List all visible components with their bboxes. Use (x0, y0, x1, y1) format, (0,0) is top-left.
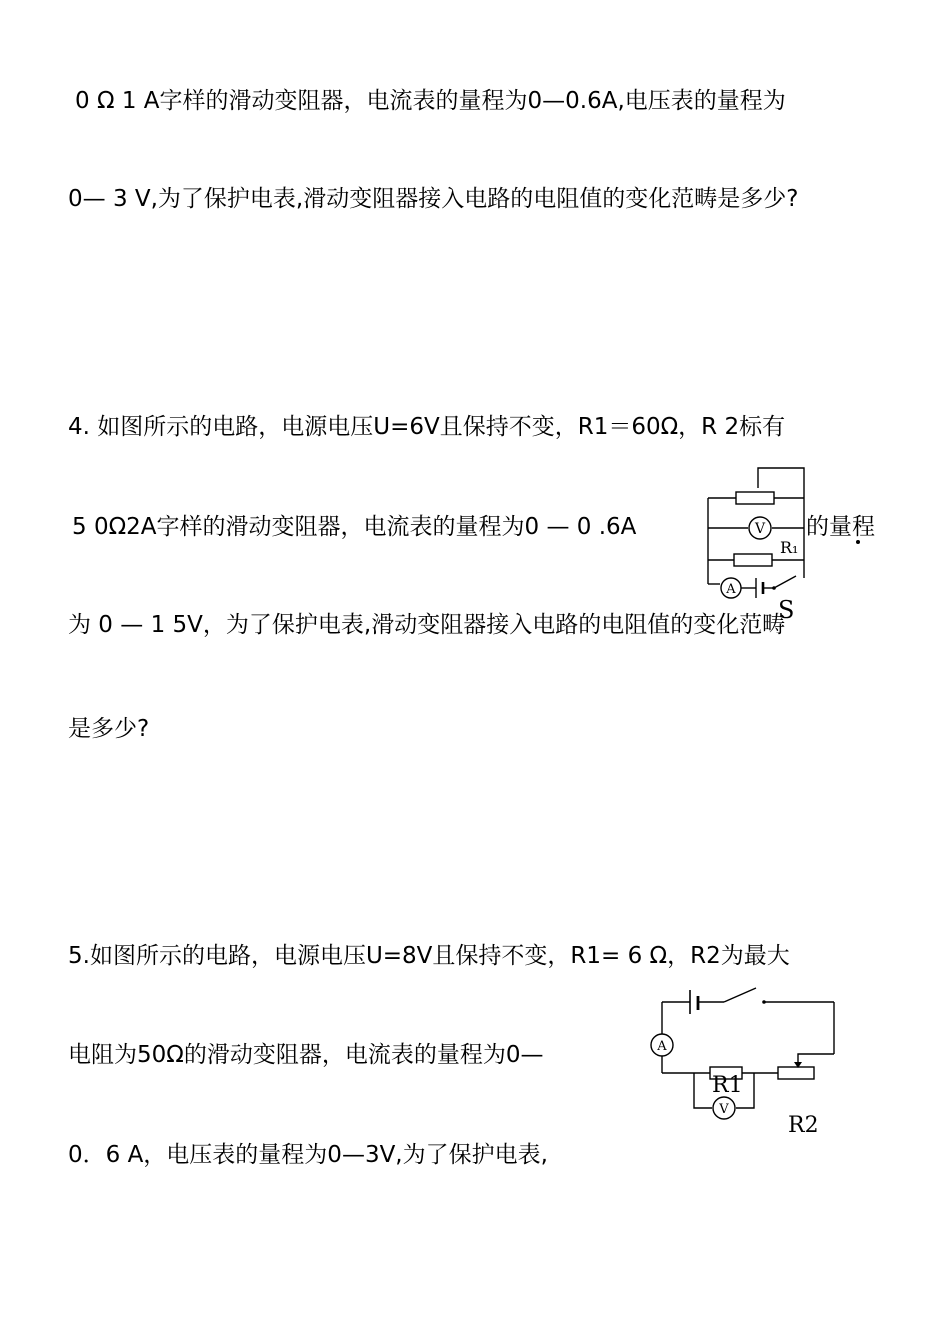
problem4-line3: 为 0 — 1 5V，为了保护电表,滑动变阻器接入电路的电阻值的变化范畴 (68, 612, 786, 638)
resistor-r1-label: R1 (712, 1073, 743, 1098)
switch-label: S (778, 596, 795, 624)
resistor-r1-symbol (734, 554, 772, 566)
rheostat-r2-symbol (736, 492, 774, 504)
voltmeter-symbol: V (754, 521, 766, 537)
rheostat-r2-label: R2 (788, 1113, 819, 1138)
problem4-line2-tail: 的量程 (806, 514, 875, 540)
problem4-line4: 是多少? (68, 716, 150, 742)
resistor-r1-label: R₁ (780, 538, 799, 557)
problem5-line1: 5.如图所示的电路，电源电压U=8V且保持不变，R1= 6 Ω，R2为最大 (68, 943, 790, 969)
problem5-line2: 电阻为50Ω的滑动变阻器，电流表的量程为0— (68, 1042, 544, 1068)
problem4-line2: 5 0Ω2A字样的滑动变阻器，电流表的量程为0 — 0 .6A (72, 514, 637, 540)
problem5-line3: 0．6 A，电压表的量程为0—3V,为了保护电表, (68, 1142, 548, 1168)
ammeter-symbol: A (726, 582, 736, 597)
problem5-circuit-diagram (648, 984, 848, 1138)
problem4-line1: 4. 如图所示的电路，电源电压U=6V且保持不变，R1＝60Ω，R 2标有 (68, 414, 786, 440)
rheostat-r2-symbol (778, 1067, 814, 1079)
problem3-line1: 0 Ω 1 A字样的滑动变阻器，电流表的量程为0—0.6A,电压表的量程为 (75, 88, 786, 114)
ammeter-symbol: A (657, 1039, 667, 1054)
problem3-line2: 0— 3 V,为了保护电表,滑动变阻器接入电路的电阻值的变化范畴是多少? (68, 186, 799, 212)
problem4-circuit-diagram (700, 462, 870, 622)
voltmeter-symbol: V (719, 1102, 729, 1117)
